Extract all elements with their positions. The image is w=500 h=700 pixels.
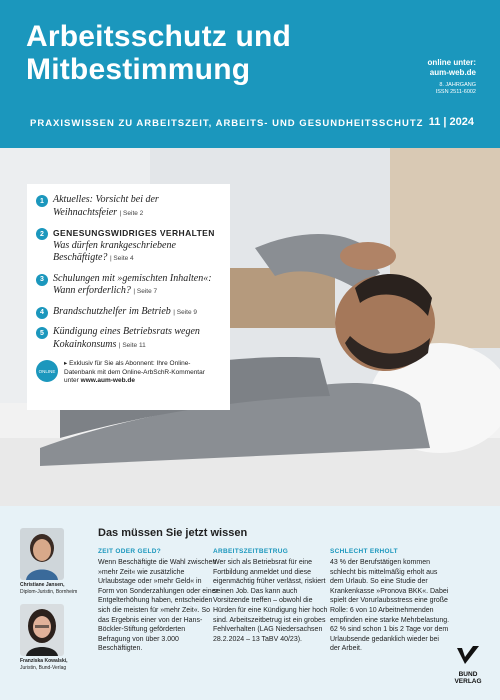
news-section-title: Das müssen Sie jetzt wissen <box>98 527 248 539</box>
author-caption <box>20 582 92 595</box>
news-heading: SCHLECHT ERHOLT <box>330 548 398 555</box>
toc-entry <box>53 194 221 220</box>
toc-number: 4 <box>36 307 48 319</box>
news-body: Wer sich als Betriebsrat für eine Fortbildung anmeldet und diese eigenmächtig früher verlässt, riskiert seinen Job. Das kann auch Vorsitzende treffen – obwohl die Hürden für eine Kündigung hier hoch sind. Arbeitszeitbetrug ist ein grobes Fehlverhalten (LAG Niedersachsen 28.2.2024 – 13 TaBV 40/23). <box>213 559 328 643</box>
toc-text: Was dürfen krankgeschriebene Beschäftigte? <box>53 239 176 263</box>
toc-item-4[interactable] <box>36 306 221 320</box>
table-of-contents <box>27 184 230 410</box>
title-line-1: Arbeitsschutz und <box>26 20 292 53</box>
toc-entry <box>53 273 221 299</box>
title-line-2: Mitbestimmung <box>26 53 251 86</box>
online-badge-icon: ONLINE <box>36 360 58 382</box>
toc-text: Schulungen mit »gemischten Inhalten«: Wann erforderlich? <box>53 272 212 296</box>
author-2 <box>20 604 92 671</box>
magazine-title <box>26 20 291 86</box>
online-promo-text <box>64 360 221 386</box>
news-column-1 <box>98 548 218 654</box>
issue-number: 11 | 2024 <box>428 116 474 128</box>
news-heading: ZEIT ODER GELD? <box>98 548 161 555</box>
toc-number: 3 <box>36 274 48 286</box>
online-promo-url[interactable]: www.aum-web.de <box>80 377 135 384</box>
toc-item-3[interactable] <box>36 273 221 299</box>
toc-page: | Seite 7 <box>133 288 158 295</box>
online-url[interactable]: aum-web.de <box>429 68 476 77</box>
toc-page: | Seite 9 <box>173 308 197 316</box>
toc-page: | Seite 4 <box>109 255 134 262</box>
issn: ISSN 2511-6002 <box>435 89 476 95</box>
author-1 <box>20 528 92 595</box>
author-role: Diplom-Juristin, Bornheim <box>20 588 78 595</box>
toc-page: | Seite 11 <box>118 341 146 349</box>
toc-entry <box>53 306 197 320</box>
author-portrait <box>20 604 64 656</box>
author-role: Juristin, Bund-Verlag <box>20 664 67 671</box>
author-name: Franziska Kowalski, <box>20 658 68 664</box>
online-promo <box>36 360 221 386</box>
news-heading: ARBEITSZEITBETRUG <box>213 548 289 555</box>
masthead <box>0 0 500 148</box>
magazine-subtitle: PRAXISWISSEN ZU ARBEITSZEIT, ARBEITS- UND GESUNDHEITSSCHUTZ <box>30 118 424 129</box>
news-column-3 <box>330 548 450 654</box>
news-body: 43 % der Berufstätigen kommen schlecht bis mittelmäßig erholt aus dem Urlaub. So eine Studie der Krankenkasse »Pronova BKK«. Dabei spielt der Vorurlaubsstress eine große Rolle: 6 von 10 Arbeitnehmenden empfinden eine starke Mehrbelastung. 62 % sind schon 1 bis 2 Tage vor dem Urlaubsende gedanklich wieder bei der Arbeit. <box>330 559 450 653</box>
publication-meta <box>436 82 476 96</box>
toc-entry <box>53 227 221 266</box>
author-caption <box>20 658 92 671</box>
toc-item-5[interactable] <box>36 326 221 352</box>
publisher-line-2: VERLAG <box>454 678 482 685</box>
arrow-icon: ▸ <box>64 360 70 367</box>
news-column-2 <box>213 548 333 644</box>
toc-number: 2 <box>36 228 48 240</box>
publisher-logo <box>448 644 488 685</box>
online-promo-body: Exklusiv für Sie als Abonnent: Ihre Online-Datenbank mit dem Online-ArbSchR-Kommentar unter <box>64 360 205 384</box>
author-name: Christiane Jansen, <box>20 582 65 588</box>
news-body: Wenn Beschäftigte die Wahl zwischen »mehr Zeit« wie zusätzliche Urlaubstage oder »mehr Geld« in Form von Sonderzahlungen oder einer Entgelterhöhung haben, entscheiden sich die meisten für »mehr Zeit«. So das Ergebnis einer von der Hans-Böckler-Stiftung geförderten Befragung von über 3.000 Beschäftigten. <box>98 559 218 653</box>
publisher-line-1: BUND <box>458 671 478 678</box>
toc-page: | Seite 2 <box>119 209 144 217</box>
toc-text: Kündigung eines Betriebsrats wegen Kokainkonsums <box>53 326 200 350</box>
toc-item-1[interactable] <box>36 194 221 220</box>
bund-logo-icon <box>455 644 481 666</box>
toc-heading: GENESUNGSWIDRIGES VERHALTEN <box>53 228 215 238</box>
toc-number: 1 <box>36 195 48 207</box>
toc-entry <box>53 326 221 352</box>
online-info <box>428 58 476 78</box>
toc-text: Brandschutzhelfer im Betrieb <box>53 305 171 317</box>
volume: 8. JAHRGANG <box>439 82 476 88</box>
author-portrait <box>20 528 64 580</box>
toc-text: Aktuelles: Vorsicht bei der Weihnachtsfeier <box>53 194 159 218</box>
toc-item-2[interactable] <box>36 227 221 266</box>
online-label: online unter: <box>427 58 476 67</box>
toc-number: 5 <box>36 327 48 339</box>
